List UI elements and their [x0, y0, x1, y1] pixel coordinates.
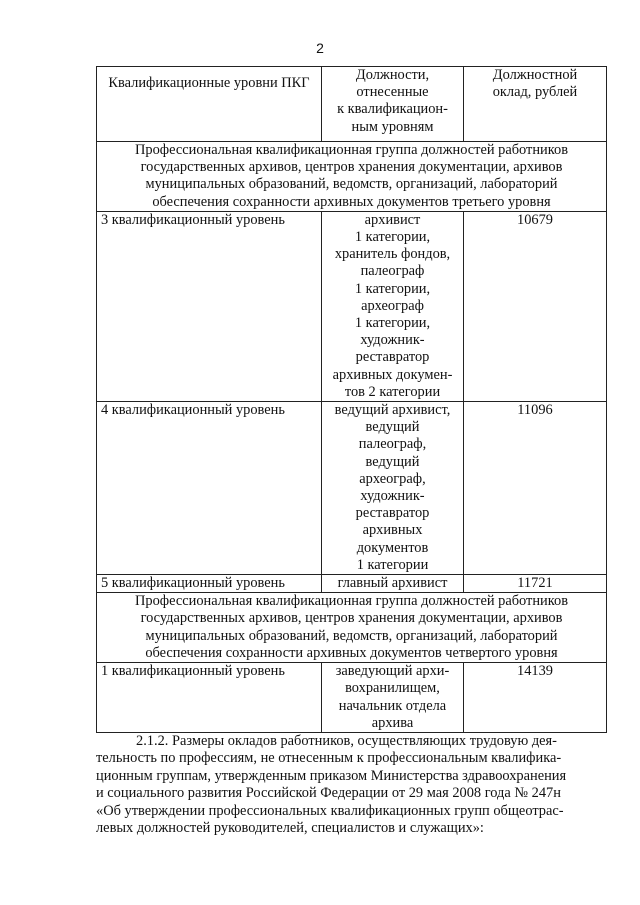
position-line: архива [371, 714, 414, 731]
group-title-line: муниципальных образований, ведомств, организаций, лабораторий [145, 627, 558, 644]
position-line: архивных [362, 522, 423, 539]
level-cell: 4 квалификационный уровень [97, 402, 322, 575]
table-header-row [97, 67, 607, 142]
position-line: ведущий архивист, [334, 402, 451, 419]
header-positions [322, 67, 464, 142]
table-row [97, 402, 607, 575]
position-line: 1 категории, [354, 229, 431, 246]
position-line: реставратор [355, 505, 430, 522]
page-number: 2 [316, 40, 324, 56]
position-line: палеограф [360, 263, 425, 280]
group-title-line: государственных архивов, центров хранения документации, архивов [140, 610, 563, 627]
group-title-line: государственных архивов, центров хранения документации, архивов [140, 159, 563, 176]
position-line: архивист [364, 211, 421, 228]
positions-cell [322, 575, 464, 593]
level-cell: 3 квалификационный уровень [97, 211, 322, 401]
position-line: художник- [360, 488, 425, 505]
paragraph-line: и социального развития Российской Федерации от 29 мая 2008 года № 247н [96, 785, 561, 802]
position-line: археограф [361, 297, 424, 314]
position-line: 1 категории, [354, 280, 431, 297]
group-title-line: Профессиональная квалификационная группа должностей работников [135, 142, 568, 158]
group-title-line: обеспечения сохранности архивных документов четвертого уровня [145, 644, 558, 661]
salary-table [96, 66, 607, 733]
paragraph-first-line [96, 733, 606, 750]
salary-cell: 10679 [464, 211, 607, 401]
group-third-level-row [97, 142, 607, 212]
header-salary [464, 67, 607, 142]
position-line: 1 категории [356, 556, 429, 573]
group-title-line: муниципальных образований, ведомств, организаций, лабораторий [145, 176, 558, 193]
position-line: реставратор [355, 349, 430, 366]
group-fourth-level-row [97, 593, 607, 663]
position-line: ведущий [365, 453, 420, 470]
salary-cell: 14139 [464, 663, 607, 733]
position-line: документов [356, 539, 429, 556]
table-row [97, 211, 607, 401]
position-line: начальник отдела [338, 697, 447, 714]
header-qualification-levels [97, 67, 322, 142]
position-line: ведущий [365, 419, 420, 436]
table-row [97, 663, 607, 733]
paragraph-line: «Об утверждении профессиональных квалификационных групп общеотрас- [96, 802, 564, 819]
salary-cell: 11096 [464, 402, 607, 575]
position-line: заведующий архи- [335, 663, 450, 680]
position-line: археограф, [359, 470, 426, 487]
positions-cell [322, 663, 464, 733]
header-positions-line: ным уровням [351, 118, 434, 135]
position-line: главный архивист [337, 575, 448, 592]
paragraph-line: тельность по профессиям, не отнесенным к профессиональным квалифика- [96, 750, 562, 767]
position-line: художник- [360, 332, 425, 349]
paragraph-line: левых должностей руководителей, специалистов и служащих»: [96, 820, 484, 837]
group-title-line: Профессиональная квалификационная группа должностей работников [135, 593, 568, 610]
position-line: палеограф, [358, 436, 427, 453]
header-positions-line: к квалификацион- [337, 101, 448, 118]
position-line: хранитель фондов, [334, 246, 451, 263]
positions-cell [322, 211, 464, 401]
level-cell: 5 квалификационный уровень [97, 575, 322, 593]
paragraph-line-text: 2.1.2. Размеры окладов работников, осуществляющих трудовую дея- [136, 733, 557, 749]
position-line: тов 2 категории [344, 383, 441, 400]
header-salary-line: Должностной [492, 67, 578, 83]
group-fourth-level-cell [97, 593, 607, 663]
salary-cell: 11721 [464, 575, 607, 593]
header-positions-line: отнесенные [356, 84, 429, 101]
position-line: архивных докумен- [332, 366, 453, 383]
group-title-line: обеспечения сохранности архивных документов третьего уровня [152, 193, 551, 210]
position-line: 1 категории, [354, 315, 431, 332]
level-cell: 1 квалификационный уровень [97, 663, 322, 733]
paragraph-line: ционным группам, утвержденным приказом Министерства здравоохранения [96, 767, 567, 784]
position-line: вохранилищем, [345, 680, 440, 697]
header-salary-line: оклад, рублей [492, 84, 578, 101]
header-positions-line: Должности, [355, 67, 430, 83]
positions-cell [322, 402, 464, 575]
group-third-level-cell [97, 142, 607, 212]
body-paragraph [96, 733, 606, 837]
table-row [97, 575, 607, 593]
header-qualification-levels-text: Квалификационные уровни ПКГ [108, 75, 310, 91]
